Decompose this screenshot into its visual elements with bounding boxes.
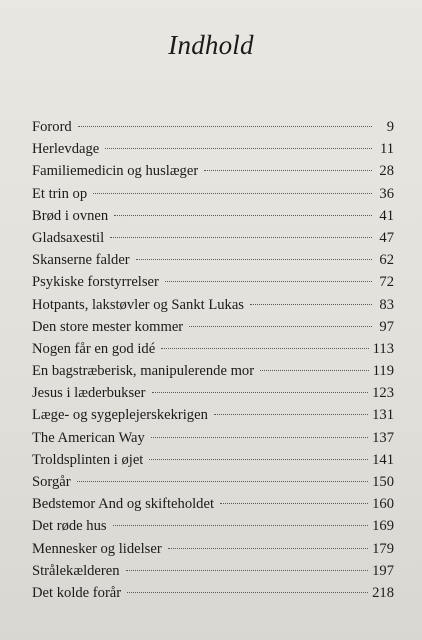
toc-entry-title: Læge- og sygeplejerskekrigen [32,407,208,424]
toc-entry-page-number: 47 [379,229,394,246]
page-title: Indhold [168,30,254,60]
toc-entry [32,515,394,537]
toc-dot-leader [110,237,372,238]
toc-entry-title: Psykiske forstyrrelser [32,274,159,291]
toc-dot-leader [204,170,372,171]
toc-dot-leader [161,348,368,349]
toc-dot-leader [220,503,368,504]
toc-entry-title: Herlevdage [32,141,100,158]
toc-entry-title: Troldsplinten i øjet [32,451,144,468]
toc-entry-title: Et trin op [32,185,88,202]
toc-entry-title: Det kolde forår [32,584,122,601]
toc-entry [32,427,394,449]
toc-entry-title: Forord [32,119,72,135]
toc-entry-page-number: 119 [372,363,394,380]
toc-dot-leader [151,437,368,438]
toc-entry-title: Gladsaxestil [32,229,105,246]
toc-entry-title: The American Way [32,429,145,446]
toc-dot-leader [93,193,372,194]
toc-entry-title: Skanserne falder [32,252,130,269]
toc-dot-leader [152,392,369,393]
toc-dot-leader [126,570,369,571]
toc-entry-title: Nogen får en god idé [32,340,156,357]
toc-entry [32,316,394,338]
toc-dot-leader [165,281,372,282]
toc-entry-title: Den store mester kommer [32,318,184,335]
toc-entry [32,382,394,404]
toc-entry [32,205,394,227]
toc-entry-title: Bedstemor And og skifteholdet [32,496,214,513]
toc-entry-page-number: 97 [379,318,394,335]
toc-entry-page-number: 137 [372,429,394,446]
toc-entry-page-number: 141 [372,451,394,468]
toc-dot-leader [250,304,372,305]
toc-entry-title: Brød i ovnen [32,207,109,224]
toc-entry-title: Familiemedicin og huslæger [32,163,199,180]
toc-entry-page-number: 150 [372,474,394,490]
toc-entry-title: Sorgår [32,474,71,490]
toc-entry-page-number: 11 [379,141,394,158]
toc-entry [32,183,394,205]
toc-entry-page-number: 131 [372,407,394,424]
toc-entry-page-number: 179 [372,540,394,557]
toc-dot-leader [78,126,372,127]
toc-entry [32,538,394,560]
toc-entry-page-number: 113 [372,340,394,357]
toc-entry-page-number: 218 [372,584,394,601]
toc-entry-page-number: 160 [372,496,394,513]
toc-entry [32,360,394,382]
toc-entry [32,493,394,515]
toc-entry [32,560,394,582]
toc-entry-page-number: 169 [372,518,394,535]
toc-dot-leader [77,481,368,482]
toc-entry-page-number: 83 [379,296,394,313]
toc-entry-page-number: 197 [372,562,394,579]
toc-entry-page-number: 62 [379,252,394,269]
toc-dot-leader [214,414,368,415]
toc-entry [32,160,394,182]
toc-dot-leader [189,326,372,327]
toc-entry [32,449,394,471]
toc-dot-leader [168,548,368,549]
toc-dot-leader [260,370,369,371]
toc-dot-leader [105,148,372,149]
toc-entry-title: Jesus i læderbukser [32,385,146,402]
toc-entry [32,227,394,249]
toc-dot-leader [113,525,369,526]
table-of-contents [32,116,394,604]
toc-dot-leader [127,592,368,593]
toc-entry-title: Hotpants, lakstøvler og Sankt Lukas [32,296,244,313]
toc-entry-title: Mennesker og lidelser [32,540,162,557]
toc-dot-leader [114,215,372,216]
toc-entry-title: Det røde hus [32,518,107,535]
toc-entry-title: En bagstræberisk, manipulerende mor [32,363,255,380]
toc-entry-page-number: 9 [386,119,394,135]
toc-entry [32,404,394,426]
toc-entry-page-number: 36 [379,185,394,202]
toc-entry [32,138,394,160]
toc-entry [32,116,394,138]
toc-entry [32,471,394,493]
toc-entry-page-number: 123 [372,385,394,402]
toc-entry [32,338,394,360]
toc-dot-leader [149,459,368,460]
toc-entry-page-number: 72 [379,274,394,291]
toc-entry [32,582,394,604]
toc-entry-title: Strålekælderen [32,562,120,579]
toc-entry [32,294,394,316]
toc-entry-page-number: 28 [379,163,394,180]
toc-dot-leader [136,259,372,260]
toc-entry [32,271,394,293]
toc-entry [32,249,394,271]
toc-entry-page-number: 41 [379,207,394,224]
